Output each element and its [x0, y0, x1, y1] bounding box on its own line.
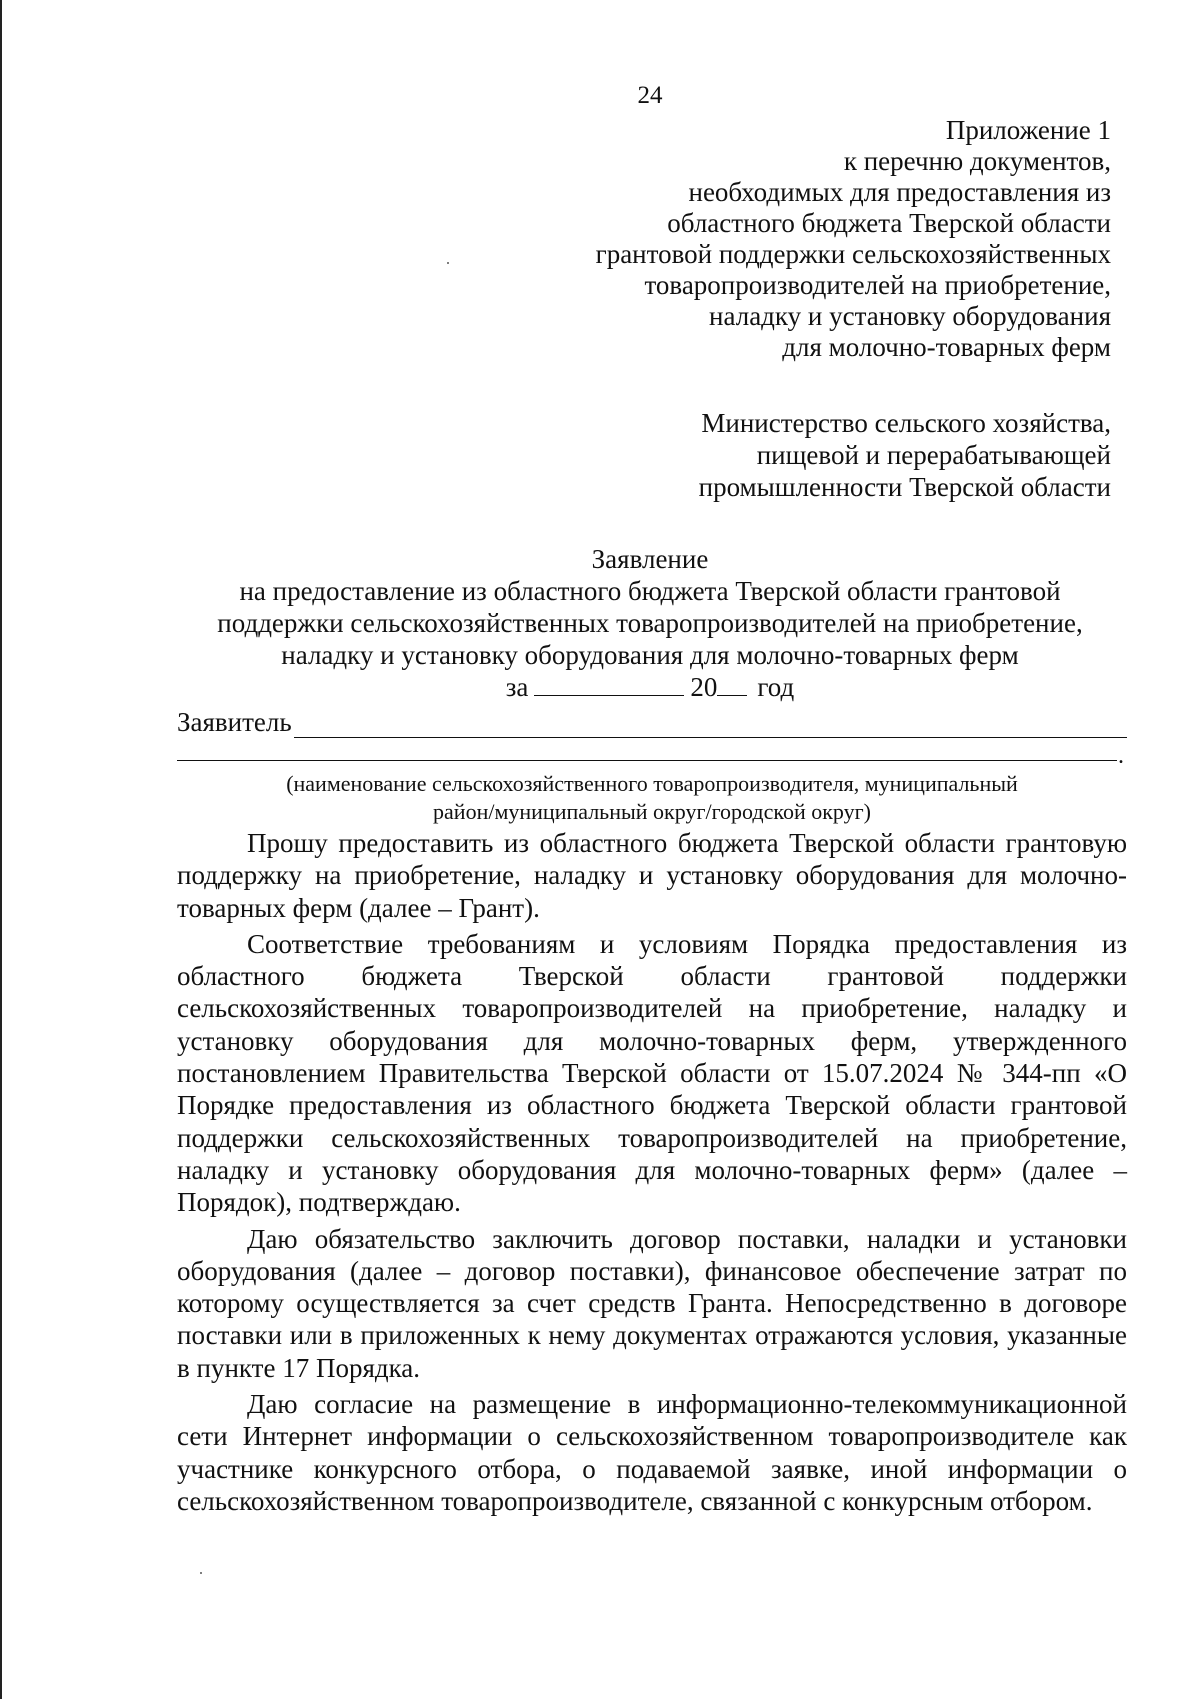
addressee-block — [411, 407, 1111, 503]
year-prefix: 20 — [690, 672, 718, 702]
paragraph-compliance: Соответствие требованиям и условиям Порядка предоставления из областного бюджета Тверской области грантовой поддержки сельскохозяйственных товаропроизводителей на приобретение, наладку и установку оборудования для молочно-товарных ферм, утвержденного постановлением Правительства Тверской области от 15.07.2024 № 344-пп «О Порядке предоставления из областного бюджета Тверской области грантовой поддержки сельскохозяйственных товаропроизводителей на приобретение, наладку и установку оборудования для молочно-товарных ферм» (далее – Порядок), подтверждаю. — [177, 928, 1127, 1218]
applicant-end-dot: . — [1118, 743, 1124, 769]
title-heading: Заявление — [591, 544, 709, 574]
period-line — [170, 671, 1130, 703]
appendix-line: для молочно-товарных ферм — [782, 332, 1111, 362]
paragraph-request: Прошу предоставить из областного бюджета Тверской области грантовую поддержку на приобретение, наладку и установку оборудования для молочно-товарных ферм (далее – Грант). — [177, 828, 1127, 923]
applicant-label: Заявитель — [177, 707, 292, 737]
title-line: наладку и установку оборудования для молочно-товарных ферм — [281, 640, 1019, 670]
addressee-line: Министерство сельского хозяйства, — [701, 408, 1111, 438]
appendix-line: наладку и установку оборудования — [709, 301, 1111, 331]
title-line: на предоставление из областного бюджета Тверской области грантовой — [239, 576, 1061, 606]
scan-speck — [200, 1572, 202, 1574]
appendix-line: Приложение 1 — [945, 115, 1111, 145]
paragraph-consent: Даю согласие на размещение в информационно-телекоммуникационной сети Интернет информации о сельскохозяйственном товаропроизводителе как участнике конкурсного отбора, о подаваемой заявке, иной информации о сельскохозяйственном товаропроизводителе, связанной с конкурсным отбором. — [177, 1389, 1127, 1516]
page-number: 24 — [637, 82, 663, 109]
period-prefix: за — [505, 672, 529, 702]
addressee-line: промышленности Тверской области — [698, 472, 1111, 502]
period-blank-field[interactable] — [534, 671, 684, 696]
appendix-line: товаропроизводителей на приобретение, — [644, 270, 1111, 300]
statement-title — [170, 543, 1130, 703]
caption-line: район/муниципальный округ/городской округ) — [433, 799, 871, 824]
title-line: поддержки сельскохозяйственных товаропроизводителей на приобретение, — [217, 608, 1083, 638]
applicant-row — [177, 706, 1127, 738]
scan-edge-line — [0, 0, 2, 1699]
scan-speck — [447, 262, 449, 264]
applicant-blank-field-second[interactable] — [177, 760, 1117, 761]
statement-body — [177, 827, 1127, 1521]
year-suffix: год — [757, 672, 795, 702]
appendix-line: необходимых для предоставления из — [688, 177, 1111, 207]
appendix-line: грантовой поддержки сельскохозяйственных — [595, 239, 1111, 269]
applicant-blank-field[interactable] — [294, 711, 1127, 738]
applicant-caption — [177, 770, 1127, 826]
addressee-line: пищевой и перерабатывающей — [756, 440, 1111, 470]
appendix-line: областного бюджета Тверской области — [667, 208, 1111, 238]
appendix-line: к перечню документов, — [843, 146, 1111, 176]
caption-line: (наименование сельскохозяйственного товаропроизводителя, муниципальный — [286, 771, 1018, 796]
appendix-header — [411, 115, 1111, 363]
year-blank-field[interactable] — [717, 671, 747, 696]
paragraph-obligation: Даю обязательство заключить договор поставки, наладки и установки оборудования (далее – договор поставки), финансовое обеспечение затрат по которому осуществляется за счет средств Гранта. Непосредственно в договоре поставки или в приложенных к нему документах отражаются условия, указанные в пункте 17 Порядка. — [177, 1223, 1127, 1383]
